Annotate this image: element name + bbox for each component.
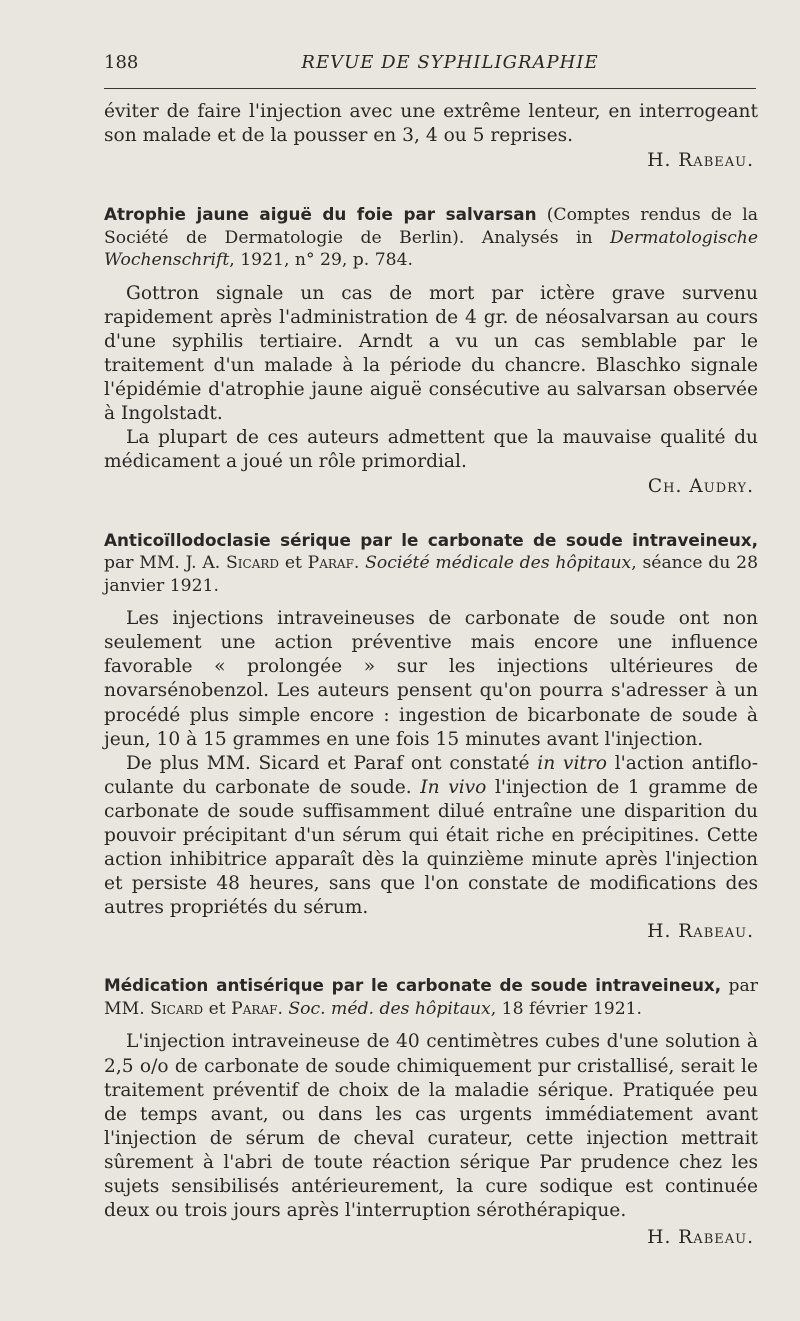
running-head: REVUE DE SYPHILIGRAPHIE <box>301 52 599 73</box>
article-signature: H. Rabeau. <box>647 921 754 943</box>
article-reference-end: , 18 février 1921. <box>490 998 643 1019</box>
header-rule <box>104 88 756 89</box>
article-reference: et <box>203 998 232 1019</box>
article-reference: . <box>277 998 289 1019</box>
article-reference: par MM. J. A. <box>104 553 227 574</box>
journal-name: Soc. méd. des hôpitaux <box>288 998 491 1019</box>
page-body <box>104 100 758 1250</box>
journal-name: Dermatologische Wochenschrift <box>104 227 758 271</box>
continuation-paragraph: éviter de faire l'injection avec une extrême lenteur, en interrogeant son malade et de la pousser en 3, 4 ou 5 reprises. <box>104 101 758 147</box>
article-title: Atrophie jaune aiguë du foie par salvarsan <box>104 204 537 225</box>
article-reference: (Comptes rendus de la Société de Dermatologie de Berlin). Analysés in <box>104 205 758 248</box>
article-signature: Ch. Audry. <box>647 475 754 497</box>
page-number: 188 <box>104 52 139 73</box>
article-title: Anticoïllodoclasie sérique par le carbonate de soude intraveineux, <box>104 529 758 550</box>
article-reference-end: , 1921, n° 29, p. 784. <box>229 250 413 271</box>
author-name: Sicard <box>150 998 204 1019</box>
article-paragraph: Les injections intraveineuses de carbonate de soude ont non seulement une action préventive mais encore une influence favorable « prolongée » sur les injections ultérieures de novarsénobenzol. Les auteurs pensent qu'on pourra s'adresser à un procédé plus simple encore : ingestion de bicarbonate de soude à jeun, 10 à 15 grammes en une fois 15 minutes avant l'injection. <box>104 608 758 750</box>
paragraph-text: l'action antifloculante du carbonate de soude. <box>104 752 758 798</box>
article-heading-anticoillodoclasie <box>104 529 758 598</box>
article-paragraph: La plupart de ces auteurs admettent que la mauvaise qualité du médicament a joué un rôle primordial. <box>104 427 758 473</box>
article-signature: H. Rabeau. <box>647 1227 754 1249</box>
article-title: Médication antisérique par le carbonate de soude intraveineux, <box>104 975 722 996</box>
continuation-signature: H. Rabeau. <box>647 150 754 172</box>
article-reference: par MM. <box>104 976 758 1019</box>
italic-term: In vivo <box>420 776 487 798</box>
page-header <box>104 52 756 80</box>
article-reference: et <box>279 553 308 574</box>
italic-term: in vitro <box>537 752 607 774</box>
article-paragraph: L'injection intraveineuse de 40 centimètres cubes d'une solution à 2,5 o/o de carbonate de soude chimiquement pur cristallisé, serait le traitement préventif de choix de la maladie sérique. Pratiquée peu de temps avant, ou dans les cas urgents immédiatement avant l'injection de sérum de cheval curateur, cette injection mettrait sûrement à l'abri de toute réaction sérique Par prudence chez les sujets sensibilisés antérieurement, la cure sodique est continuée deux ou trois jours après l'interruption sérothérapique. <box>104 1031 758 1222</box>
author-name: Sicard <box>226 553 280 574</box>
paragraph-text: De plus MM. Sicard et Paraf ont constaté <box>126 752 538 774</box>
article-paragraph <box>104 752 758 921</box>
article-reference-end: , séance du 28 janvier 1921. <box>104 553 758 596</box>
author-name: Paraf <box>307 553 354 574</box>
article-heading-medication <box>104 974 758 1020</box>
article-reference: . <box>353 553 366 574</box>
author-name: Paraf <box>231 998 278 1019</box>
journal-name: Société médicale des hôpitaux <box>365 553 632 574</box>
article-heading-atrophie <box>104 203 758 272</box>
paragraph-text: l'injection de 1 gramme de carbonate de soude suffisamment dilué entraîne une disparition du pouvoir précipitant d'un sérum qui était riche en précipitines. Cette action inhibitrice apparaît dès la quinzième minute après l'injection et persiste 48 heures, sans que l'on constate de modifications des autres propriétés du sérum. <box>104 776 758 919</box>
article-paragraph: Gottron signale un cas de mort par ictère grave survenu rapidement après l'administration de 4 gr. de néosalvarsan au cours d'une syphilis tertiaire. Arndt a vu un cas semblable par le traitement d'un malade à la période du chancre. Blaschko signale l'épidémie d'atrophie jaune aiguë consécutive au salvarsan observée à Ingolstadt. <box>104 282 758 425</box>
